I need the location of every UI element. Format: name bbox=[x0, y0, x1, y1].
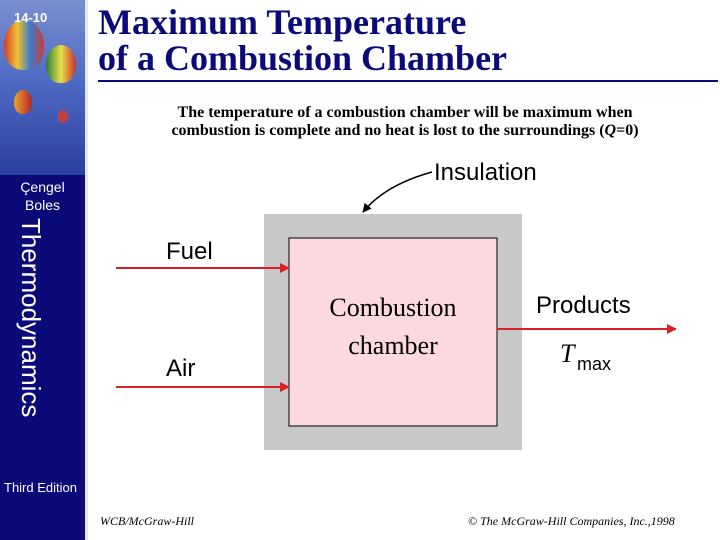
insulation-label: Insulation bbox=[434, 159, 537, 186]
products-label: Products bbox=[536, 292, 631, 319]
tmax-symbol: T bbox=[560, 339, 575, 368]
edition-label: Third Edition bbox=[4, 480, 77, 495]
slide-number: 14-10 bbox=[14, 10, 48, 25]
caption-text: combustion is complete and no heat is lost to the surroundings ( bbox=[171, 122, 605, 139]
fuel-label: Fuel bbox=[166, 238, 213, 265]
chamber-label: Combustion bbox=[329, 293, 457, 322]
copyright-label: © The McGraw-Hill Companies, Inc.,1998 bbox=[468, 514, 675, 528]
book-subject: Thermodynamics bbox=[16, 218, 46, 418]
publisher-label: WCB/McGraw-Hill bbox=[100, 514, 194, 528]
caption-text: =0) bbox=[616, 122, 639, 139]
chamber-label: chamber bbox=[348, 331, 438, 360]
tmax-subscript: max bbox=[577, 354, 612, 374]
heat-symbol: Q bbox=[604, 122, 617, 139]
insulation-pointer bbox=[363, 172, 432, 212]
caption-line: The temperature of a combustion chamber will be maximum when bbox=[177, 104, 633, 121]
air-label: Air bbox=[166, 355, 196, 382]
title-line: of a Combustion Chamber bbox=[98, 38, 508, 78]
author-name: Boles bbox=[24, 197, 61, 213]
author-name: Çengel bbox=[20, 179, 65, 195]
title-line: Maximum Temperature bbox=[98, 2, 467, 42]
